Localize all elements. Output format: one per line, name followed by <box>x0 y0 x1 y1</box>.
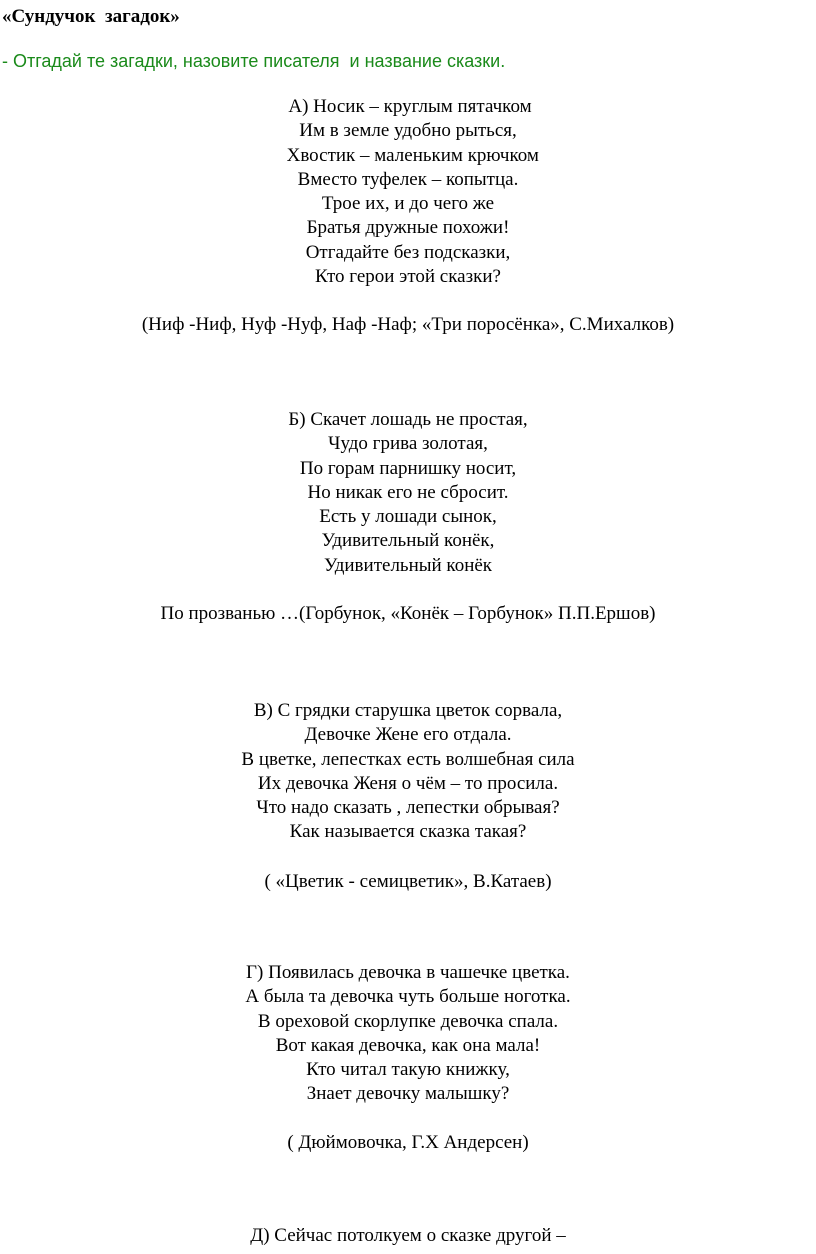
riddle-line: Д) Сейчас потолкуем о сказке другой – <box>250 1225 566 1246</box>
riddle-c-verse <box>0 699 816 845</box>
riddle-b-answer: По прозванью …(Горбунок, «Конёк – Горбунок» П.П.Ершов) <box>160 603 656 625</box>
riddle-line: А) Носик – круглым пятачком <box>288 96 532 117</box>
riddle-line: Но никак его не сбросит. <box>307 481 509 503</box>
riddle-line: В) С грядки старушка цветок сорвала, <box>253 700 563 721</box>
riddle-a-verse <box>0 95 816 289</box>
document-title: «Сундучок загадок» <box>2 6 180 27</box>
riddle-line: Им в земле удобно рыться, <box>299 120 517 142</box>
task-instruction: - Отгадай те загадки, назовите писателя и название сказки. <box>2 51 506 71</box>
riddle-line: Как называется сказка такая? <box>289 821 527 843</box>
riddle-c-answer: ( «Цветик - семицветик», В.Катаев) <box>264 870 552 892</box>
riddle-d-verse <box>0 961 816 1107</box>
riddle-b-verse <box>0 408 816 578</box>
riddle-line: Хвостик – маленьким крючком <box>277 144 539 166</box>
riddle-line: В цветке, лепестках есть волшебная сила <box>241 748 575 770</box>
riddle-line: Что надо сказать , лепестки обрывая? <box>256 797 560 819</box>
riddle-line: Чудо грива золотая, <box>328 433 488 455</box>
riddle-e <box>0 1224 816 1248</box>
riddle-line: Братья дружные похожи! <box>306 217 510 239</box>
riddle-c <box>0 699 816 894</box>
riddle-a-answer: (Ниф -Ниф, Нуф -Нуф, Наф -Наф; «Три поросёнка», С.Михалков) <box>141 314 675 336</box>
riddle-line: Удивительный конёк, <box>321 530 495 552</box>
riddle-line: Г) Появилась девочка в чашечке цветка. <box>246 962 570 983</box>
riddle-line: Отгадайте без подсказки, <box>305 241 511 263</box>
riddle-b <box>0 408 816 626</box>
riddle-line: Вместо туфелек – копытца. <box>297 168 519 190</box>
riddle-line: Удивительный конёк <box>323 554 493 576</box>
riddle-line: Вот какая девочка, как она мала! <box>275 1034 541 1056</box>
riddle-line: Их девочка Женя о чём – то просила. <box>257 772 559 794</box>
riddle-line: По горам парнишку носит, <box>299 457 517 479</box>
riddle-line: Кто читал такую книжку, <box>306 1059 510 1081</box>
riddle-e-verse <box>0 1224 816 1248</box>
riddle-line: В ореховой скорлупке девочка спала. <box>257 1010 559 1032</box>
riddle-line: Б) Скачет лошадь не простая, <box>288 409 528 430</box>
riddle-d <box>0 961 816 1155</box>
riddle-line: А была та девочка чуть больше ноготка. <box>245 986 571 1008</box>
riddle-line: Девочке Жене его отдала. <box>304 724 512 746</box>
riddle-line: Есть у лошади сынок, <box>319 506 497 528</box>
riddle-line: Знает девочку малышку? <box>306 1083 510 1105</box>
riddle-a <box>0 95 816 337</box>
riddle-d-answer: ( Дюймовочка, Г.Х Андерсен) <box>287 1131 529 1153</box>
riddle-line: Трое их, и до чего же <box>321 193 495 215</box>
riddle-line: Кто герои этой сказки? <box>315 266 501 288</box>
